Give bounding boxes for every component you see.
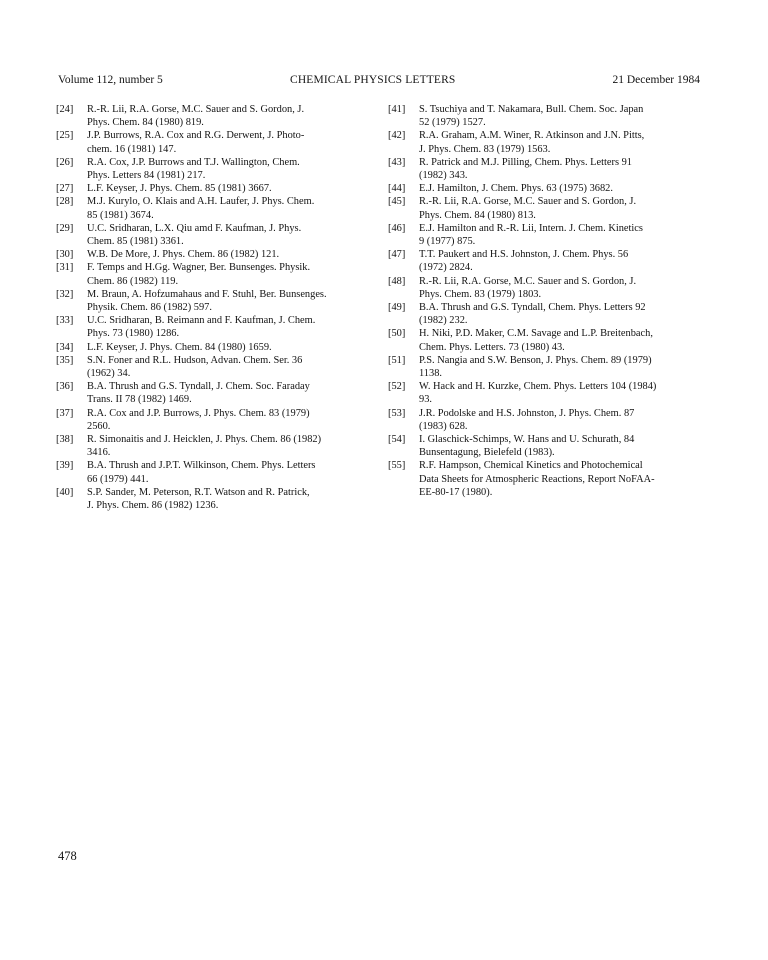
reference-text	[419, 156, 706, 182]
volume-info: Volume 112, number 5	[58, 74, 163, 86]
reference-entry	[56, 129, 368, 155]
reference-entry	[56, 103, 368, 129]
reference-line: R.A. Graham, A.M. Winer, R. Atkinson and J.N. Pitts,	[419, 130, 645, 142]
reference-line: Chem. 85 (1981) 3361.	[87, 236, 184, 248]
reference-line: U.C. Sridharan, L.X. Qiu amd F. Kaufman, J. Phys.	[87, 222, 302, 234]
reference-entry	[56, 222, 368, 248]
reference-text	[87, 288, 368, 314]
reference-entry	[56, 380, 368, 406]
reference-entry	[388, 459, 706, 499]
reference-line: W.B. De More, J. Phys. Chem. 86 (1982) 121.	[87, 249, 280, 261]
running-header	[58, 72, 700, 88]
references-left-column	[56, 103, 368, 512]
reference-number: [29]	[56, 222, 74, 234]
reference-number: [41]	[388, 104, 406, 115]
reference-line: F. Temps and H.Gg. Wagner, Ber. Bunsenges. Physik.	[87, 262, 311, 274]
reference-line: R.F. Hampson, Chemical Kinetics and Photochemical	[419, 460, 643, 472]
reference-entry	[56, 156, 368, 182]
reference-text	[419, 433, 706, 459]
reference-entry	[388, 222, 706, 248]
reference-line: S.P. Sander, M. Peterson, R.T. Watson and R. Patrick,	[87, 486, 310, 498]
reference-entry	[388, 103, 706, 129]
reference-line: 1138.	[419, 368, 442, 380]
reference-number: [25]	[56, 130, 74, 142]
reference-text	[419, 380, 706, 406]
reference-line: chem. 16 (1981) 147.	[87, 143, 177, 155]
reference-entry	[56, 182, 368, 195]
reference-line: 93.	[419, 394, 432, 406]
reference-number: [30]	[56, 249, 74, 261]
reference-line: R. Patrick and M.J. Pilling, Chem. Phys. Letters 91	[419, 156, 633, 168]
issue-date: 21 December 1984	[612, 74, 700, 86]
reference-line: B.A. Thrush and G.S. Tyndall, J. Chem. Soc. Faraday	[87, 381, 310, 393]
page-number: 478	[58, 849, 77, 863]
reference-line: (1982) 232.	[419, 315, 468, 327]
reference-entry	[388, 156, 706, 182]
reference-text	[419, 248, 706, 274]
reference-line: EE-80-17 (1980).	[419, 486, 493, 498]
reference-text	[419, 407, 706, 433]
reference-line: Chem. Phys. Letters. 73 (1980) 43.	[419, 341, 565, 353]
reference-number: [45]	[388, 196, 406, 208]
reference-text	[87, 156, 368, 182]
reference-line: 3416.	[87, 447, 111, 459]
reference-number: [31]	[56, 262, 74, 274]
reference-text	[87, 261, 368, 287]
reference-text	[87, 314, 368, 340]
reference-line: Phys. Chem. 83 (1979) 1803.	[419, 288, 542, 300]
reference-entry	[388, 407, 706, 433]
reference-entry	[388, 248, 706, 274]
reference-text	[87, 248, 368, 261]
reference-line: Physik. Chem. 86 (1982) 597.	[87, 302, 212, 314]
reference-line: B.A. Thrush and J.P.T. Wilkinson, Chem. Phys. Letters	[87, 460, 316, 472]
reference-line: 85 (1981) 3674.	[87, 209, 154, 221]
reference-line: R.-R. Lii, R.A. Gorse, M.C. Sauer and S. Gordon, J.	[87, 104, 305, 115]
reference-number: [35]	[56, 354, 74, 366]
reference-line: R.-R. Lii, R.A. Gorse, M.C. Sauer and S. Gordon, J.	[419, 275, 637, 287]
reference-number: [43]	[388, 156, 406, 168]
reference-line: J.P. Burrows, R.A. Cox and R.G. Derwent, J. Photo-	[87, 130, 305, 142]
reference-line: M.J. Kurylo, O. Klais and A.H. Laufer, J. Phys. Chem.	[87, 196, 315, 208]
reference-text	[419, 327, 706, 353]
reference-text	[87, 354, 368, 380]
reference-number: [40]	[56, 486, 74, 498]
reference-line: T.T. Paukert and H.S. Johnston, J. Chem. Phys. 56	[419, 249, 629, 261]
references-right-column	[388, 103, 706, 499]
reference-line: Bunsentagung, Bielefeld (1983).	[419, 447, 555, 459]
reference-text	[419, 103, 706, 129]
reference-line: Chem. 86 (1982) 119.	[87, 275, 179, 287]
reference-number: [52]	[388, 381, 406, 393]
reference-entry	[56, 261, 368, 287]
reference-text	[419, 459, 706, 499]
reference-line: 2560.	[87, 420, 111, 432]
reference-entry	[56, 314, 368, 340]
reference-line: Phys. Chem. 84 (1980) 813.	[419, 209, 536, 221]
reference-number: [27]	[56, 183, 74, 195]
reference-text	[419, 275, 706, 301]
reference-entry	[388, 195, 706, 221]
reference-line: (1962) 34.	[87, 368, 131, 380]
reference-text	[419, 129, 706, 155]
reference-entry	[56, 195, 368, 221]
reference-text	[87, 129, 368, 155]
reference-number: [36]	[56, 381, 74, 393]
reference-text	[87, 407, 368, 433]
reference-line: J. Phys. Chem. 86 (1982) 1236.	[87, 500, 219, 512]
reference-line: (1972) 2824.	[419, 262, 473, 274]
reference-text	[87, 380, 368, 406]
reference-line: (1983) 628.	[419, 420, 468, 432]
reference-entry	[388, 182, 706, 195]
reference-entry	[388, 354, 706, 380]
reference-text	[87, 182, 368, 195]
reference-number: [50]	[388, 328, 406, 340]
reference-text	[87, 459, 368, 485]
reference-text	[419, 182, 706, 195]
reference-number: [39]	[56, 460, 74, 472]
reference-number: [44]	[388, 183, 406, 195]
reference-line: I. Glaschick-Schimps, W. Hans and U. Schurath, 84	[419, 434, 635, 446]
reference-number: [54]	[388, 434, 406, 446]
reference-line: E.J. Hamilton, J. Chem. Phys. 63 (1975) 3682.	[419, 183, 613, 195]
reference-entry	[56, 459, 368, 485]
reference-text	[87, 195, 368, 221]
reference-number: [24]	[56, 104, 74, 115]
reference-entry	[388, 301, 706, 327]
reference-text	[419, 354, 706, 380]
reference-entry	[56, 486, 368, 512]
reference-entry	[56, 248, 368, 261]
reference-number: [32]	[56, 288, 74, 300]
reference-line: R. Simonaitis and J. Heicklen, J. Phys. Chem. 86 (1982)	[87, 434, 322, 446]
reference-number: [55]	[388, 460, 406, 472]
reference-number: [37]	[56, 407, 74, 419]
reference-entry	[56, 354, 368, 380]
journal-title: CHEMICAL PHYSICS LETTERS	[290, 74, 456, 86]
reference-line: M. Braun, A. Hofzumahaus and F. Stuhl, Ber. Bunsenges.	[87, 288, 327, 300]
reference-entry	[388, 275, 706, 301]
reference-text	[419, 222, 706, 248]
reference-line: L.F. Keyser, J. Phys. Chem. 84 (1980) 1659.	[87, 341, 272, 353]
reference-text	[87, 486, 368, 512]
reference-text	[87, 433, 368, 459]
reference-line: R.A. Cox and J.P. Burrows, J. Phys. Chem. 83 (1979)	[87, 407, 310, 419]
reference-line: E.J. Hamilton and R.-R. Lii, Intern. J. Chem. Kinetics	[419, 222, 643, 234]
reference-number: [33]	[56, 315, 74, 327]
reference-line: P.S. Nangia and S.W. Benson, J. Phys. Chem. 89 (1979)	[419, 354, 652, 366]
reference-entry	[56, 407, 368, 433]
reference-entry	[388, 380, 706, 406]
reference-line: 52 (1979) 1527.	[419, 117, 486, 129]
reference-number: [28]	[56, 196, 74, 208]
reference-line: W. Hack and H. Kurzke, Chem. Phys. Letters 104 (1984)	[419, 381, 657, 393]
reference-entry	[388, 129, 706, 155]
reference-line: H. Niki, P.D. Maker, C.M. Savage and L.P. Breitenbach,	[419, 328, 653, 340]
reference-line: S. Tsuchiya and T. Nakamara, Bull. Chem. Soc. Japan	[419, 104, 644, 115]
reference-text	[87, 103, 368, 129]
reference-entry	[388, 433, 706, 459]
reference-line: S.N. Foner and R.L. Hudson, Advan. Chem. Ser. 36	[87, 354, 303, 366]
reference-line: J. Phys. Chem. 83 (1979) 1563.	[419, 143, 551, 155]
reference-line: B.A. Thrush and G.S. Tyndall, Chem. Phys. Letters 92	[419, 302, 646, 314]
reference-line: R.-R. Lii, R.A. Gorse, M.C. Sauer and S. Gordon, J.	[419, 196, 637, 208]
reference-number: [48]	[388, 275, 406, 287]
reference-number: [34]	[56, 341, 74, 353]
reference-entry	[56, 433, 368, 459]
reference-number: [47]	[388, 249, 406, 261]
reference-text	[87, 222, 368, 248]
reference-line: J.R. Podolske and H.S. Johnston, J. Phys. Chem. 87	[419, 407, 635, 419]
reference-entry	[56, 288, 368, 314]
reference-line: (1982) 343.	[419, 170, 468, 182]
reference-line: U.C. Sridharan, B. Reimann and F. Kaufman, J. Chem.	[87, 315, 316, 327]
reference-line: 9 (1977) 875.	[419, 236, 476, 248]
reference-number: [46]	[388, 222, 406, 234]
reference-line: L.F. Keyser, J. Phys. Chem. 85 (1981) 3667.	[87, 183, 272, 195]
reference-line: Phys. Letters 84 (1981) 217.	[87, 170, 206, 182]
reference-line: Phys. Chem. 84 (1980) 819.	[87, 117, 204, 129]
reference-line: Phys. 73 (1980) 1286.	[87, 328, 180, 340]
reference-line: Trans. II 78 (1982) 1469.	[87, 394, 192, 406]
reference-line: R.A. Cox, J.P. Burrows and T.J. Wallington, Chem.	[87, 156, 300, 168]
reference-line: Data Sheets for Atmospheric Reactions, Report NoFAA-	[419, 473, 655, 485]
reference-entry	[388, 327, 706, 353]
reference-number: [49]	[388, 302, 406, 314]
reference-number: [38]	[56, 434, 74, 446]
reference-number: [53]	[388, 407, 406, 419]
reference-number: [26]	[56, 156, 74, 168]
reference-text	[419, 301, 706, 327]
reference-entry	[56, 341, 368, 354]
reference-text	[87, 341, 368, 354]
reference-line: 66 (1979) 441.	[87, 473, 149, 485]
reference-number: [51]	[388, 354, 406, 366]
reference-text	[419, 195, 706, 221]
reference-number: [42]	[388, 130, 406, 142]
